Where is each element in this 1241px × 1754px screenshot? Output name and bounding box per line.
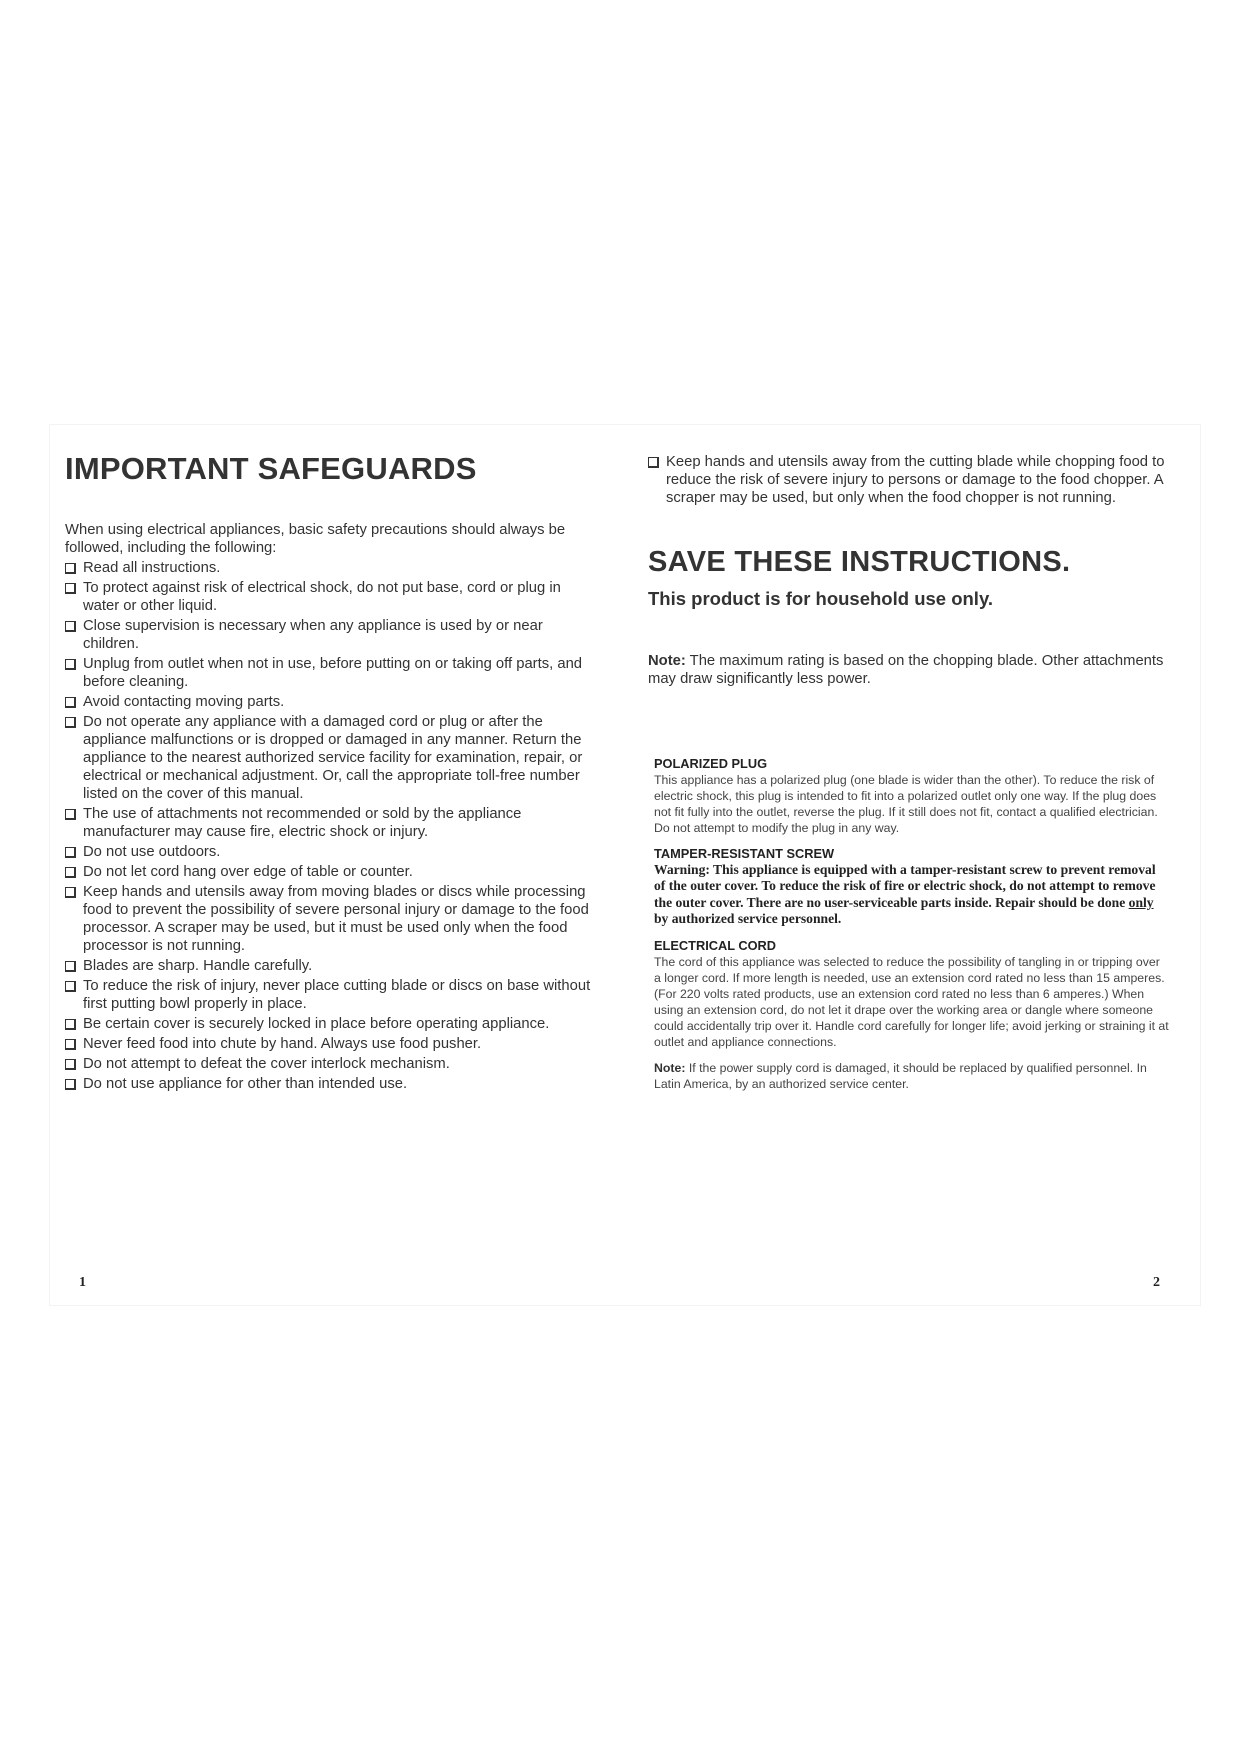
- checkbox-bullet-icon: [648, 457, 659, 468]
- polarized-plug-heading: POLARIZED PLUG: [654, 755, 768, 771]
- checkbox-bullet-icon: [65, 847, 76, 858]
- save-instructions-title: SAVE THESE INSTRUCTIONS.: [648, 546, 1071, 578]
- list-item: Do not use appliance for other than intended use.: [65, 1075, 595, 1093]
- list-item: To reduce the risk of injury, never place cutting blade or discs on base without first putting bowl properly in place.: [65, 977, 595, 1013]
- list-item: Do not use outdoors.: [65, 843, 595, 861]
- checkbox-bullet-icon: [65, 981, 76, 992]
- list-item: Keep hands and utensils away from the cutting blade while chopping food to reduce the risk of severe injury to persons or damage to the food chopper. A scraper may be used, but only when the food chopper is not running.: [648, 453, 1173, 507]
- max-rating-note: Note: The maximum rating is based on the chopping blade. Other attachments may draw significantly less power.: [648, 652, 1164, 687]
- checkbox-bullet-icon: [65, 867, 76, 878]
- list-item: Do not let cord hang over edge of table or counter.: [65, 863, 595, 881]
- electrical-info-block: [654, 756, 1170, 1092]
- safeguards-intro: When using electrical appliances, basic safety precautions should always be followed, including the following:: [65, 522, 566, 557]
- checkbox-bullet-icon: [65, 583, 76, 594]
- checkbox-bullet-icon: [65, 1059, 76, 1070]
- list-item: Do not operate any appliance with a damaged cord or plug or after the appliance malfunctions or is dropped or damaged in any manner. Return the appliance to the nearest authorized service facility for examination, repair, or electrical or mechanical adjustment. Or, call the appropriate toll-free number listed on the cover of this manual.: [65, 713, 595, 803]
- safeguards-list: [65, 559, 595, 1093]
- right-page: [648, 453, 1173, 1092]
- checkbox-bullet-icon: [65, 809, 76, 820]
- list-item: The use of attachments not recommended or sold by the appliance manufacturer may cause fire, electric shock or injury.: [65, 805, 595, 841]
- list-item: Blades are sharp. Handle carefully.: [65, 957, 595, 975]
- note-label: Note:: [648, 652, 686, 669]
- checkbox-bullet-icon: [65, 1019, 76, 1030]
- checkbox-bullet-icon: [65, 659, 76, 670]
- power-cord-note: Note: If the power supply cord is damaged, it should be replaced by qualified personnel. In Latin America, by an authorized service center.: [654, 1060, 1147, 1091]
- checkbox-bullet-icon: [65, 697, 76, 708]
- list-item: Keep hands and utensils away from moving blades or discs while processing food to prevent the possibility of severe personal injury or damage to the food processor. A scraper may be used, but it must be used only when the food processor is not running.: [65, 883, 595, 955]
- checkbox-bullet-icon: [65, 961, 76, 972]
- checkbox-bullet-icon: [65, 717, 76, 728]
- polarized-plug-text: This appliance has a polarized plug (one blade is wider than the other). To reduce the risk of electric shock, this plug is intended to fit into a polarized outlet only one way. If the plug does not fit fully into the outlet, reverse the plug. If it still does not fit, contact a qualified electrician. Do not attempt to modify the plug in any way.: [654, 772, 1158, 835]
- checkbox-bullet-icon: [65, 1039, 76, 1050]
- checkbox-bullet-icon: [65, 563, 76, 574]
- checkbox-bullet-icon: [65, 621, 76, 632]
- left-page: [65, 450, 595, 1093]
- note-label: Note:: [654, 1060, 686, 1075]
- list-item: To protect against risk of electrical shock, do not put base, cord or plug in water or other liquid.: [65, 579, 595, 615]
- household-use-notice: This product is for household use only.: [648, 587, 994, 609]
- page-number-left: 1: [79, 1275, 86, 1290]
- tamper-screw-heading: TAMPER-RESISTANT SCREW: [654, 845, 835, 861]
- important-safeguards-title: IMPORTANT SAFEGUARDS: [65, 451, 477, 486]
- safeguards-list-continued: [648, 453, 1173, 507]
- list-item: Read all instructions.: [65, 559, 595, 577]
- list-item: Avoid contacting moving parts.: [65, 693, 595, 711]
- list-item: Never feed food into chute by hand. Always use food pusher.: [65, 1035, 595, 1053]
- tamper-screw-warning: Warning: This appliance is equipped with a tamper-resistant screw to prevent removal of the outer cover. To reduce the risk of fire or electric shock, do not attempt to remove the outer cover. There are no user-serviceable parts inside. Repair should be done only by authorized service personnel.: [654, 861, 1156, 927]
- electrical-cord-heading: ELECTRICAL CORD: [654, 937, 777, 953]
- list-item: Do not attempt to defeat the cover interlock mechanism.: [65, 1055, 595, 1073]
- list-item: Unplug from outlet when not in use, before putting on or taking off parts, and before cleaning.: [65, 655, 595, 691]
- electrical-cord-text: The cord of this appliance was selected to reduce the possibility of tangling in or tripping over a longer cord. If more length is needed, use an extension cord rated no less than 15 amperes. (For 220 volts rated products, use an extension cord rated no less than 6 amperes.) When using an extension cord, do not let it drape over the working area or dangle where someone could accidentally trip over it. Handle cord carefully for longer life; avoid jerking or straining it at outlet and appliance connections.: [654, 954, 1169, 1049]
- page-number-right: 2: [1153, 1275, 1160, 1290]
- list-item: Be certain cover is securely locked in place before operating appliance.: [65, 1015, 595, 1033]
- checkbox-bullet-icon: [65, 1079, 76, 1090]
- checkbox-bullet-icon: [65, 887, 76, 898]
- list-item: Close supervision is necessary when any appliance is used by or near children.: [65, 617, 595, 653]
